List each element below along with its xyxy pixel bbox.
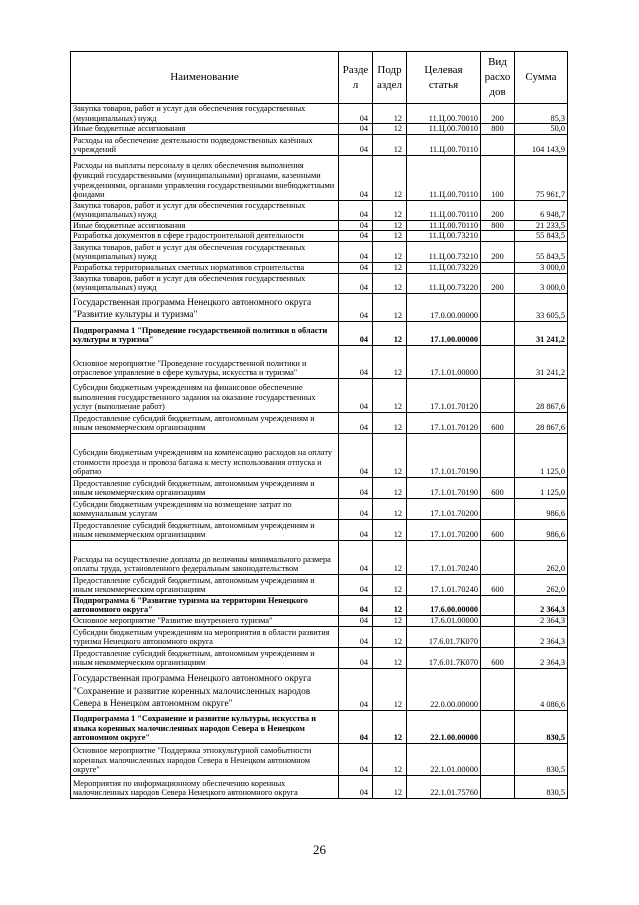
row-expense-type	[481, 595, 515, 615]
row-expense-type	[481, 433, 515, 477]
row-section: 04	[339, 273, 373, 293]
row-subsection: 12	[373, 412, 407, 433]
row-name: Закупка товаров, работ и услуг для обеспечения государственных (муниципальных) нужд	[71, 200, 339, 220]
table-row	[71, 776, 568, 799]
row-section: 04	[339, 262, 373, 273]
table-row	[71, 345, 568, 378]
row-name: Мероприятия по информационному обеспечению коренных малочисленных народов Севера Ненецкого автономного округа	[71, 776, 339, 799]
row-expense-type: 200	[481, 241, 515, 262]
row-expense-type: 600	[481, 648, 515, 669]
row-amount: 21 233,5	[515, 220, 568, 231]
row-target: 17.1.00.00000	[407, 321, 481, 345]
row-expense-type: 200	[481, 104, 515, 124]
row-section: 04	[339, 595, 373, 615]
row-target: 11.Ц.00.70010	[407, 124, 481, 135]
row-name: Основное мероприятие "Поддержка этнокультурной самобытности коренных малочисленных народов Севера в Ненецком автономном округе"	[71, 744, 339, 776]
row-name: Субсидии бюджетным учреждениям на финансовое обеспечение выполнения государственного задания на оказание государственных услуг (выполнение работ)	[71, 378, 339, 412]
row-amount: 830,5	[515, 711, 568, 744]
row-amount: 4 086,6	[515, 669, 568, 711]
table-row	[71, 498, 568, 519]
row-section: 04	[339, 627, 373, 648]
row-amount: 830,5	[515, 776, 568, 799]
row-expense-type	[481, 134, 515, 155]
row-subsection: 12	[373, 220, 407, 231]
row-subsection: 12	[373, 540, 407, 574]
row-section: 04	[339, 241, 373, 262]
row-section: 04	[339, 134, 373, 155]
row-name: Расходы на осуществление доплаты до величины минимального размера оплаты труда, установленного федеральным законодательством	[71, 540, 339, 574]
row-expense-type	[481, 498, 515, 519]
table-row	[71, 104, 568, 124]
row-expense-type: 600	[481, 519, 515, 540]
row-section: 04	[339, 231, 373, 242]
row-target: 11.Ц.00.70110	[407, 155, 481, 200]
row-name: Закупка товаров, работ и услуг для обеспечения государственных (муниципальных) нужд	[71, 273, 339, 293]
row-section: 04	[339, 345, 373, 378]
row-amount: 986,6	[515, 519, 568, 540]
row-amount: 2 364,3	[515, 648, 568, 669]
row-name: Основное мероприятие "Проведение государственной политики и отраслевое управление в сфере культуры, искусства и туризма"	[71, 345, 339, 378]
row-target: 11.Ц.00.70110	[407, 200, 481, 220]
row-subsection: 12	[373, 711, 407, 744]
row-section: 04	[339, 412, 373, 433]
row-expense-type	[481, 293, 515, 321]
table-row	[71, 627, 568, 648]
row-expense-type: 200	[481, 200, 515, 220]
row-target: 17.6.01.7К070	[407, 648, 481, 669]
row-subsection: 12	[373, 433, 407, 477]
table-row	[71, 540, 568, 574]
row-amount: 1 125,0	[515, 477, 568, 498]
table-header	[71, 52, 568, 104]
row-amount: 28 867,6	[515, 378, 568, 412]
row-amount: 104 143,9	[515, 134, 568, 155]
row-subsection: 12	[373, 595, 407, 615]
row-amount: 55 843,5	[515, 231, 568, 242]
row-target: 22.1.00.00000	[407, 711, 481, 744]
row-amount: 1 125,0	[515, 433, 568, 477]
table-row	[71, 231, 568, 242]
row-expense-type	[481, 711, 515, 744]
table-row	[71, 262, 568, 273]
row-subsection: 12	[373, 262, 407, 273]
row-subsection: 12	[373, 744, 407, 776]
row-subsection: 12	[373, 498, 407, 519]
row-amount: 986,6	[515, 498, 568, 519]
row-expense-type	[481, 669, 515, 711]
budget-table	[70, 51, 568, 799]
row-name: Предоставление субсидий бюджетным, автономным учреждениям и иным некоммерческим организациям	[71, 412, 339, 433]
row-target: 17.1.01.70240	[407, 574, 481, 595]
row-subsection: 12	[373, 378, 407, 412]
row-section: 04	[339, 711, 373, 744]
row-expense-type: 800	[481, 124, 515, 135]
row-name: Подпрограмма 1 "Проведение государственной политики в области культуры и туризма"	[71, 321, 339, 345]
row-amount: 75 961,7	[515, 155, 568, 200]
row-target: 11.Ц.00.70010	[407, 104, 481, 124]
header-name: Наименование	[71, 52, 339, 104]
row-target: 22.1.01.00000	[407, 744, 481, 776]
row-expense-type	[481, 231, 515, 242]
row-target: 17.1.01.70190	[407, 477, 481, 498]
row-amount: 28 867,6	[515, 412, 568, 433]
row-expense-type: 600	[481, 574, 515, 595]
header-expense-type: Вид расхо дов	[481, 52, 515, 104]
row-section: 04	[339, 648, 373, 669]
row-expense-type: 100	[481, 155, 515, 200]
row-name: Иные бюджетные ассигнования	[71, 124, 339, 135]
row-name: Расходы на обеспечение деятельности подведомственных казённых учреждений	[71, 134, 339, 155]
row-target: 17.1.01.70120	[407, 412, 481, 433]
row-target: 22.1.01.75760	[407, 776, 481, 799]
header-amount: Сумма	[515, 52, 568, 104]
row-expense-type	[481, 262, 515, 273]
table-row	[71, 744, 568, 776]
row-name: Иные бюджетные ассигнования	[71, 220, 339, 231]
row-section: 04	[339, 124, 373, 135]
row-name: Основное мероприятие "Развитие внутреннего туризма"	[71, 616, 339, 627]
row-section: 04	[339, 155, 373, 200]
row-amount: 262,0	[515, 574, 568, 595]
table-row	[71, 669, 568, 711]
row-name: Государственная программа Ненецкого автономного округа "Сохранение и развитие коренных малочисленных народов Севера в Ненецком автономном округе"	[71, 669, 339, 711]
row-target: 17.1.01.00000	[407, 345, 481, 378]
row-amount: 31 241,2	[515, 345, 568, 378]
header-section: Разде л	[339, 52, 373, 104]
row-subsection: 12	[373, 519, 407, 540]
row-name: Предоставление субсидий бюджетным, автономным учреждениям и иным некоммерческим организациям	[71, 477, 339, 498]
table-body	[71, 104, 568, 799]
row-name: Предоставление субсидий бюджетным, автономным учреждениям и иным некоммерческим организациям	[71, 574, 339, 595]
row-subsection: 12	[373, 477, 407, 498]
row-target: 17.6.01.00000	[407, 616, 481, 627]
row-section: 04	[339, 540, 373, 574]
row-target: 11.Ц.00.70110	[407, 220, 481, 231]
row-name: Закупка товаров, работ и услуг для обеспечения государственных (муниципальных) нужд	[71, 104, 339, 124]
row-target: 11.Ц.00.73220	[407, 262, 481, 273]
row-subsection: 12	[373, 134, 407, 155]
row-subsection: 12	[373, 627, 407, 648]
row-subsection: 12	[373, 155, 407, 200]
row-name: Расходы на выплаты персоналу в целях обеспечения выполнения функций государственными (муниципальными) органами, казенными учреждениями, органами управления государственными внебюджетными фондами	[71, 155, 339, 200]
row-expense-type: 600	[481, 477, 515, 498]
table-row	[71, 433, 568, 477]
row-section: 04	[339, 433, 373, 477]
table-row	[71, 155, 568, 200]
row-expense-type	[481, 345, 515, 378]
row-section: 04	[339, 104, 373, 124]
row-amount: 2 364,3	[515, 627, 568, 648]
table-row	[71, 241, 568, 262]
row-expense-type	[481, 776, 515, 799]
table-row	[71, 293, 568, 321]
row-name: Субсидии бюджетным учреждениям на компенсацию расходов на оплату стоимости проезда и провоза багажа к месту использования отпуска и обратно	[71, 433, 339, 477]
row-subsection: 12	[373, 345, 407, 378]
table-row	[71, 134, 568, 155]
row-section: 04	[339, 200, 373, 220]
row-section: 04	[339, 378, 373, 412]
row-target: 11.Ц.00.73210	[407, 241, 481, 262]
header-target: Целевая статья	[407, 52, 481, 104]
row-amount: 830,5	[515, 744, 568, 776]
row-subsection: 12	[373, 321, 407, 345]
row-expense-type	[481, 627, 515, 648]
row-expense-type: 800	[481, 220, 515, 231]
row-subsection: 12	[373, 669, 407, 711]
row-section: 04	[339, 574, 373, 595]
row-target: 17.1.01.70190	[407, 433, 481, 477]
row-subsection: 12	[373, 104, 407, 124]
table-row	[71, 711, 568, 744]
row-expense-type	[481, 744, 515, 776]
row-section: 04	[339, 616, 373, 627]
row-name: Подпрограмма 6 "Развитие туризма на территории Ненецкого автономного округа"	[71, 595, 339, 615]
row-target: 11.Ц.00.73210	[407, 231, 481, 242]
row-name: Субсидии бюджетным учреждениям на мероприятия в области развития туризма Ненецкого автономного округа	[71, 627, 339, 648]
row-subsection: 12	[373, 241, 407, 262]
row-section: 04	[339, 220, 373, 231]
row-amount: 33 605,5	[515, 293, 568, 321]
row-expense-type: 600	[481, 412, 515, 433]
table-row	[71, 124, 568, 135]
row-name: Закупка товаров, работ и услуг для обеспечения государственных (муниципальных) нужд	[71, 241, 339, 262]
row-amount: 31 241,2	[515, 321, 568, 345]
row-section: 04	[339, 669, 373, 711]
row-target: 11.Ц.00.70110	[407, 134, 481, 155]
row-expense-type: 200	[481, 273, 515, 293]
row-name: Разработка территориальных сметных нормативов строительства	[71, 262, 339, 273]
row-amount: 3 000,0	[515, 273, 568, 293]
table-row	[71, 273, 568, 293]
row-expense-type	[481, 540, 515, 574]
header-row	[71, 52, 568, 104]
row-name: Подпрограмма 1 "Сохранение и развитие культуры, искусства и языка коренных малочисленных народов Севера в Ненецком автономном округе"	[71, 711, 339, 744]
table-row	[71, 616, 568, 627]
table-row	[71, 574, 568, 595]
row-name: Субсидии бюджетным учреждениям на возмещение затрат по коммунальным услугам	[71, 498, 339, 519]
row-target: 17.1.01.70120	[407, 378, 481, 412]
row-name: Предоставление субсидий бюджетным, автономным учреждениям и иным некоммерческим организациям	[71, 648, 339, 669]
table-row	[71, 200, 568, 220]
row-target: 17.1.01.70240	[407, 540, 481, 574]
row-section: 04	[339, 477, 373, 498]
table-row	[71, 321, 568, 345]
header-subsection: Подр аздел	[373, 52, 407, 104]
row-subsection: 12	[373, 648, 407, 669]
row-expense-type	[481, 378, 515, 412]
row-subsection: 12	[373, 200, 407, 220]
table-row	[71, 595, 568, 615]
row-subsection: 12	[373, 776, 407, 799]
row-target: 22.0.00.00000	[407, 669, 481, 711]
row-subsection: 12	[373, 273, 407, 293]
table-row	[71, 519, 568, 540]
row-target: 17.1.01.70200	[407, 498, 481, 519]
row-target: 11.Ц.00.73220	[407, 273, 481, 293]
row-section: 04	[339, 321, 373, 345]
row-subsection: 12	[373, 231, 407, 242]
row-section: 04	[339, 498, 373, 519]
row-target: 17.6.00.00000	[407, 595, 481, 615]
row-name: Предоставление субсидий бюджетным, автономным учреждениям и иным некоммерческим организациям	[71, 519, 339, 540]
row-subsection: 12	[373, 616, 407, 627]
page-number: 26	[313, 842, 326, 857]
table-row	[71, 412, 568, 433]
row-target: 17.6.01.7К070	[407, 627, 481, 648]
row-expense-type	[481, 321, 515, 345]
table-row	[71, 220, 568, 231]
table-row	[71, 648, 568, 669]
row-amount: 55 843,5	[515, 241, 568, 262]
row-section: 04	[339, 293, 373, 321]
row-amount: 85,3	[515, 104, 568, 124]
row-subsection: 12	[373, 293, 407, 321]
row-name: Разработка документов в сфере градостроительной деятельности	[71, 231, 339, 242]
row-target: 17.0.00.00000	[407, 293, 481, 321]
row-amount: 50,0	[515, 124, 568, 135]
row-section: 04	[339, 744, 373, 776]
row-subsection: 12	[373, 574, 407, 595]
row-name: Государственная программа Ненецкого автономного округа "Развитие культуры и туризма"	[71, 293, 339, 321]
row-section: 04	[339, 519, 373, 540]
row-expense-type	[481, 616, 515, 627]
row-subsection: 12	[373, 124, 407, 135]
row-section: 04	[339, 776, 373, 799]
table-row	[71, 378, 568, 412]
row-amount: 2 364,3	[515, 595, 568, 615]
row-amount: 3 000,0	[515, 262, 568, 273]
row-amount: 2 364,3	[515, 616, 568, 627]
row-amount: 262,0	[515, 540, 568, 574]
table-row	[71, 477, 568, 498]
row-amount: 6 948,7	[515, 200, 568, 220]
row-target: 17.1.01.70200	[407, 519, 481, 540]
